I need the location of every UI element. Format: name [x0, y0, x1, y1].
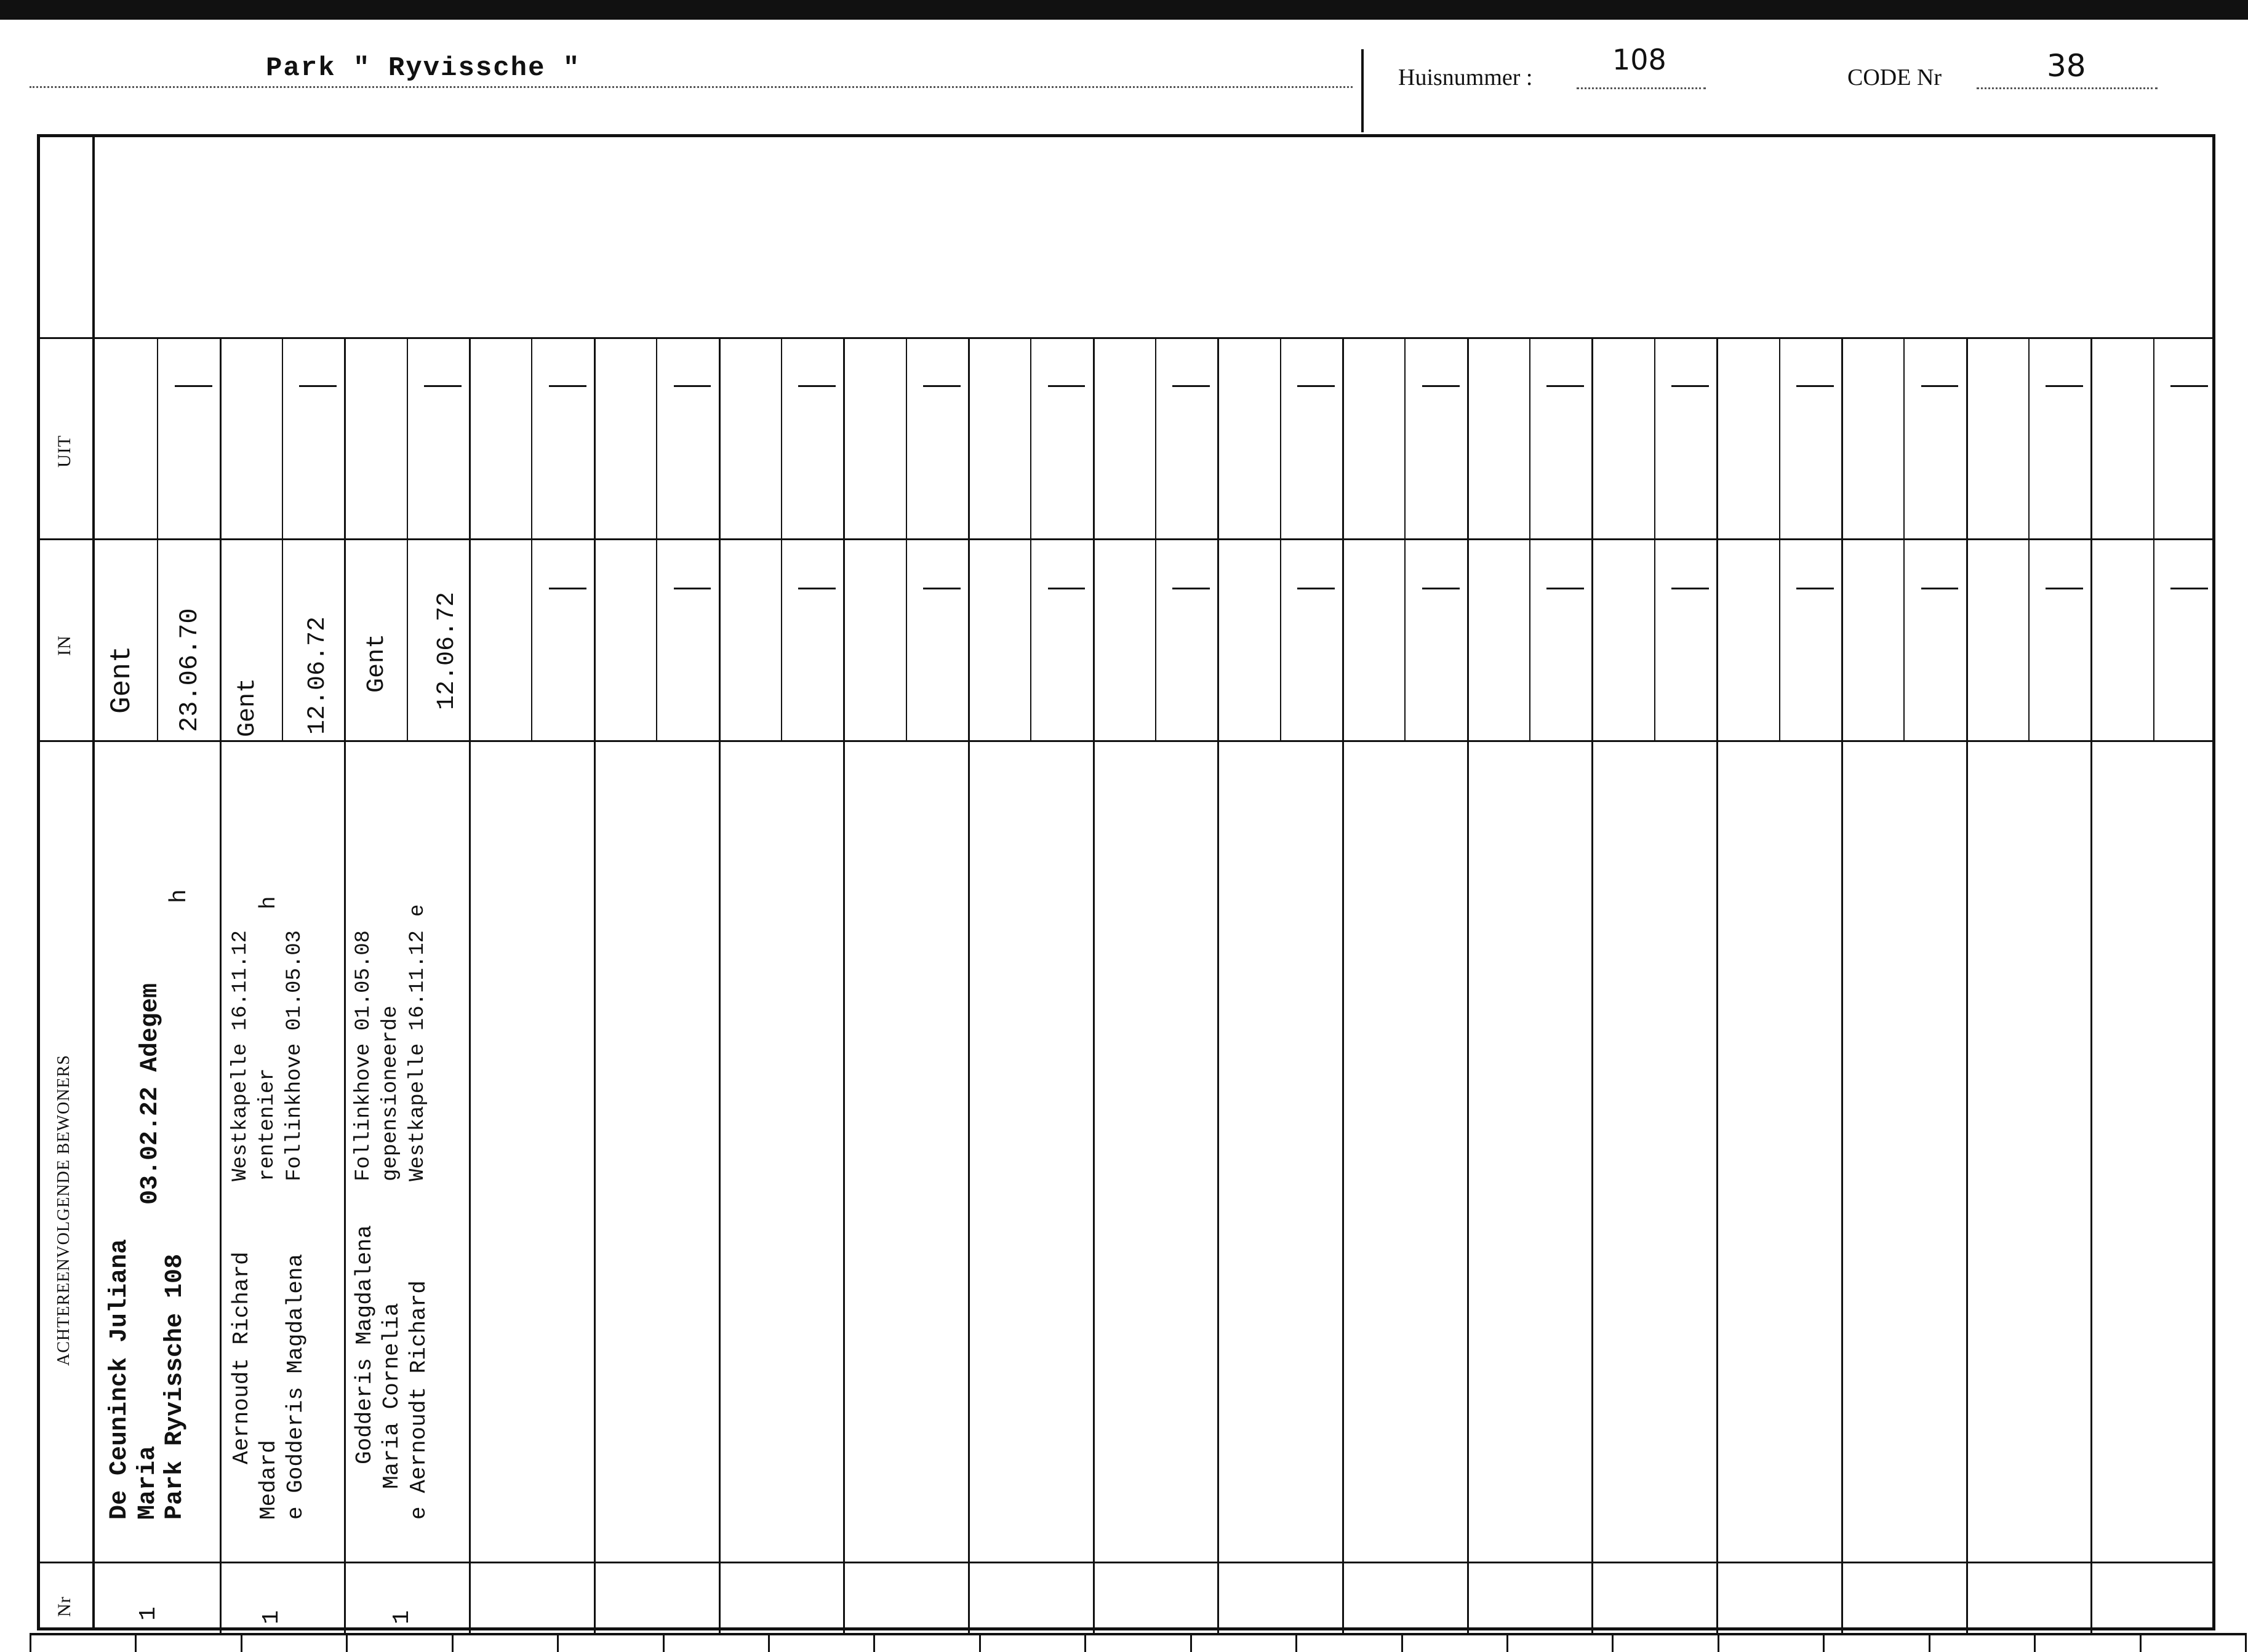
ruler-tick	[1612, 1633, 1614, 1652]
uit-dash-mark	[175, 385, 212, 387]
entry-2-marker: h	[256, 896, 281, 909]
uit-dash-mark	[424, 385, 462, 387]
uit-dash-mark	[1172, 385, 1210, 387]
column-line	[2090, 337, 2092, 1633]
column-subline	[531, 337, 532, 740]
entry-2-nr: 1	[258, 1610, 285, 1624]
column-subline	[1030, 337, 1031, 740]
entry-1-in-date: 23.06.70	[175, 608, 204, 732]
ruler-tick	[241, 1633, 242, 1652]
in-dash-mark	[2046, 588, 2083, 589]
uit-dash-mark	[1796, 385, 1834, 387]
column-line	[469, 337, 471, 1633]
uit-dash-mark	[923, 385, 961, 387]
column-subline	[1280, 337, 1281, 740]
column-line	[344, 337, 346, 1633]
ruler-tick	[979, 1633, 981, 1652]
ruler-tick	[135, 1633, 137, 1652]
ruler-tick	[30, 1633, 31, 1652]
uit-dash-mark	[2046, 385, 2083, 387]
code-label: CODE Nr	[1847, 65, 1942, 90]
entry-2-in-date: 12.06.72	[304, 616, 332, 735]
entry-3-detail-3: Westkapelle 16.11.12	[406, 930, 430, 1181]
entry-3-detail-1: Follinkhove 01.05.08	[352, 930, 375, 1181]
column-line	[220, 337, 222, 1633]
in-dash-mark	[2170, 588, 2208, 589]
code-value: 38	[2047, 48, 2086, 84]
uit-dash-mark	[1921, 385, 1959, 387]
uit-dash-mark	[674, 385, 711, 387]
ruler-tick	[1401, 1633, 1403, 1652]
nr-label: Nr	[54, 1596, 74, 1617]
entry-2-detail-2: rentenier	[256, 1068, 279, 1181]
ruler-tick	[663, 1633, 665, 1652]
column-subline	[282, 337, 283, 740]
column-subline	[1654, 337, 1655, 740]
entry-3-name-line-1: Godderis Magdalena	[352, 1225, 377, 1464]
entry-2-detail-3: Follinkhove 01.05.03	[283, 930, 306, 1181]
uit-dash-mark	[1048, 385, 1086, 387]
entry-2-name-line-1: Aernoudt Richard	[229, 1251, 254, 1464]
column-line	[1217, 337, 1219, 1633]
in-dash-mark	[798, 588, 836, 589]
uit-label: UIT	[54, 435, 74, 468]
column-subline	[781, 337, 782, 740]
in-dash-mark	[1297, 588, 1335, 589]
street-name: Park " Ryvissche "	[266, 53, 581, 84]
ruler-tick	[1929, 1633, 1930, 1652]
bewoners-label: ACHTEREENVOLGENDE BEWONERS	[54, 1055, 73, 1366]
in-dash-mark	[1671, 588, 1709, 589]
column-subline	[1529, 337, 1530, 740]
uit-dash-mark	[1297, 385, 1335, 387]
column-subline	[1903, 337, 1905, 740]
column-subline	[1404, 337, 1406, 740]
column-subline	[906, 337, 907, 740]
entry-1-name-line-1: De Ceuninck Juliana	[106, 1239, 134, 1520]
in-dash-mark	[1546, 588, 1584, 589]
uit-dash-mark	[1546, 385, 1584, 387]
column-line	[1716, 337, 1718, 1633]
column-subline	[1779, 337, 1780, 740]
entry-2-name-line-2: Medard	[256, 1440, 281, 1520]
in-dash-mark	[1796, 588, 1834, 589]
ruler-tick	[2034, 1633, 2036, 1652]
entry-3-in-place: Gent	[363, 633, 391, 693]
entry-3-name-line-2: Maria Cornelia	[379, 1303, 404, 1489]
entry-2-in-place: Gent	[234, 677, 262, 737]
in-label: IN	[54, 635, 74, 656]
ruler-tick	[1084, 1633, 1086, 1652]
entry-3-detail-2: gepensioneerde	[379, 1005, 402, 1181]
column-subline	[2028, 337, 2030, 740]
entry-1-name-line-2: Maria	[134, 1445, 162, 1520]
uit-dash-mark	[549, 385, 586, 387]
in-dash-mark	[1172, 588, 1210, 589]
ruler-tick	[2140, 1633, 2142, 1652]
street-dotted-line	[30, 86, 1353, 88]
in-dash-mark	[1422, 588, 1460, 589]
entry-2-name-line-3: e Godderis Magdalena	[283, 1253, 308, 1520]
column-line	[1342, 337, 1344, 1633]
huisnummer-dotted-line	[1577, 87, 1706, 89]
in-dash-mark	[674, 588, 711, 589]
entry-3-nr: 1	[389, 1610, 415, 1624]
column-line	[1467, 337, 1469, 1633]
ruler-tick	[452, 1633, 454, 1652]
uit-dash-mark	[1422, 385, 1460, 387]
huisnummer-label: Huisnummer :	[1398, 65, 1533, 90]
in-dash-mark	[923, 588, 961, 589]
column-line	[1093, 337, 1095, 1633]
ruler-tick	[1190, 1633, 1192, 1652]
column-line	[1966, 337, 1968, 1633]
column-line	[719, 337, 721, 1633]
ruler-tick	[873, 1633, 875, 1652]
column-line	[1841, 337, 1843, 1633]
ruler-tick	[2245, 1633, 2247, 1652]
column-subline	[1155, 337, 1156, 740]
uit-dash-mark	[798, 385, 836, 387]
entry-1-nr: 1	[135, 1606, 162, 1621]
huisnummer-value: 108	[1612, 43, 1666, 76]
column-line	[594, 337, 596, 1633]
column-subline	[656, 337, 657, 740]
in-dash-mark	[549, 588, 586, 589]
uit-dash-mark	[1671, 385, 1709, 387]
header-divider	[1361, 49, 1364, 132]
entry-3-marker: e	[406, 904, 430, 917]
entry-1-name-line-3: Park Ryvissche 108	[161, 1253, 189, 1520]
ruler-tick	[346, 1633, 348, 1652]
ruler-tick	[1506, 1633, 1508, 1652]
ruler-tick	[1718, 1633, 1719, 1652]
uit-dash-mark	[2170, 385, 2208, 387]
entry-1-marker: h	[166, 889, 193, 903]
ruler-tick	[557, 1633, 559, 1652]
entry-2-detail-1: Westkapelle 16.11.12	[229, 930, 252, 1181]
code-dotted-line	[1977, 87, 2158, 89]
entry-3-in-date: 12.06.72	[433, 591, 461, 710]
column-subline	[407, 337, 408, 740]
entry-1-in-place: Gent	[106, 645, 138, 714]
column-line	[968, 337, 970, 1633]
column-line	[1591, 337, 1593, 1633]
top-border	[0, 0, 2248, 20]
ruler-tick	[1823, 1633, 1825, 1652]
column-line	[843, 337, 845, 1633]
entry-3-name-line-3: e Aernoudt Richard	[406, 1280, 431, 1520]
in-dash-mark	[1921, 588, 1959, 589]
column-subline	[2153, 337, 2154, 740]
ruler-tick	[1295, 1633, 1297, 1652]
entry-1-birth: 03.02.22 Adegem	[137, 983, 164, 1205]
ruler-tick	[768, 1633, 770, 1652]
uit-dash-mark	[299, 385, 337, 387]
in-dash-mark	[1048, 588, 1086, 589]
column-subline	[157, 337, 158, 740]
